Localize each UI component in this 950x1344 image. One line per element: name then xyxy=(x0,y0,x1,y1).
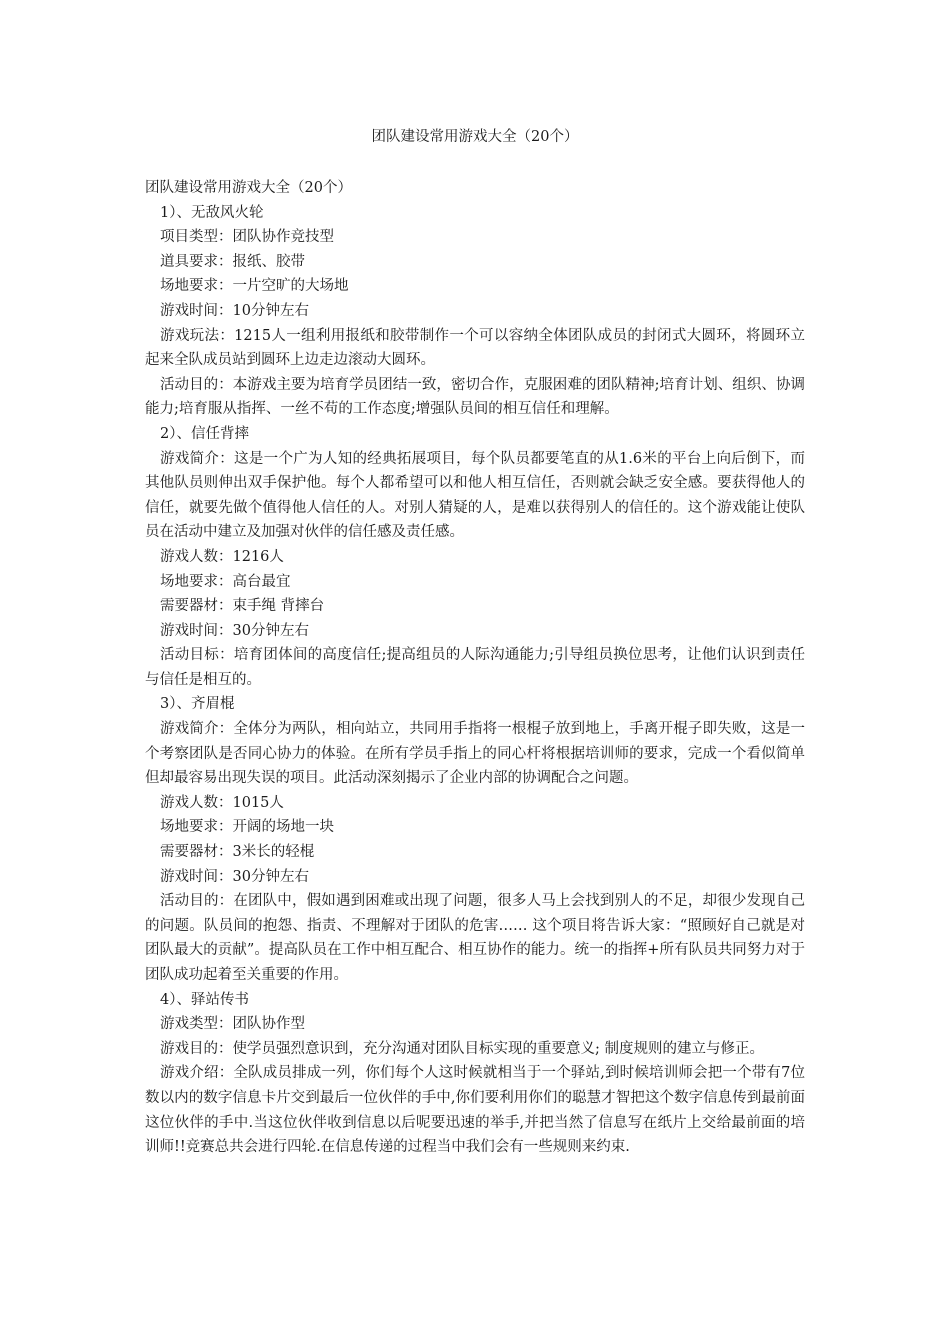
section-heading: 3）、齐眉棍 xyxy=(160,696,235,713)
paragraph: 场地要求：开阔的场地一块 xyxy=(160,819,334,836)
paragraph: 项目类型：团队协作竞技型 xyxy=(160,229,334,246)
paragraph: 游戏类型：团队协作型 xyxy=(160,1016,305,1033)
document-body xyxy=(145,176,805,1160)
paragraph: 游戏目的：使学员强烈意识到，充分沟通对团队目标实现的重要意义; 制度规则的建立与修正。 xyxy=(160,1040,764,1057)
paragraph: 团队建设常用游戏大全（20个） xyxy=(145,180,352,196)
section-heading: 2）、信任背摔 xyxy=(160,425,249,442)
paragraph: 场地要求：一片空旷的大场地 xyxy=(160,278,349,295)
paragraph: 游戏简介：这是一个广为人知的经典拓展项目，每个队员都要笔直的从1.6米的平台上向后倒下，而其他队员则伸出双手保护他。每个人都希望可以和他人相互信任，否则就会缺乏安全感。要获得他人的信任，就要先做个值得他人信任的人。对别人猜疑的人，是难以获得别人的信任的。这个游戏能让使队员在活动中建立及加强对伙伴的信任感及责任感。 xyxy=(145,450,805,541)
paragraph: 游戏时间：10分钟左右 xyxy=(160,302,309,319)
paragraph: 游戏玩法：1215人一组利用报纸和胶带制作一个可以容纳全体团队成员的封闭式大圆环，将圆环立起来全队成员站到圆环上边走边滚动大圆环。 xyxy=(145,327,805,369)
paragraph: 游戏人数：1216人 xyxy=(160,548,284,565)
paragraph: 需要器材：3米长的轻棍 xyxy=(160,844,315,861)
paragraph: 活动目的：在团队中，假如遇到困难或出现了问题，很多人马上会找到别人的不足，却很少发现自己的问题。队员间的抱怨、指责、不理解对于团队的危害…… 这个项目将告诉大家：“照顾好自己就是对团队最大的贡献”。提高队员在工作中相互配合、相互协作的能力。统一的指挥+所有队员共同努力对于团队成功起着至关重要的作用。 xyxy=(145,893,805,983)
section-heading: 4）、驿站传书 xyxy=(160,991,249,1008)
paragraph: 游戏时间：30分钟左右 xyxy=(160,622,309,639)
paragraph: 场地要求：高台最宜 xyxy=(160,573,291,590)
paragraph: 游戏时间：30分钟左右 xyxy=(160,868,309,885)
paragraph: 活动目标：培育团体间的高度信任;提高组员的人际沟通能力;引导组员换位思考，让他们认识到责任与信任是相互的。 xyxy=(145,647,805,688)
document-title: 团队建设常用游戏大全（20个） xyxy=(371,129,579,145)
paragraph: 游戏简介：全体分为两队，相向站立，共同用手指将一根棍子放到地上，手离开棍子即失败，这是一个考察团队是否同心协力的体验。在所有学员手指上的同心杆将根据培训师的要求，完成一个看似简单但却最容易出现失误的项目。此活动深刻揭示了企业内部的协调配合之问题。 xyxy=(145,721,805,787)
paragraph: 游戏人数：1015人 xyxy=(160,794,284,811)
paragraph: 需要器材：束手绳 背摔台 xyxy=(160,598,325,615)
paragraph: 游戏介绍：全队成员排成一列，你们每个人这时候就相当于一个驿站,到时候培训师会把一个带有7位数以内的数字信息卡片交到最后一位伙伴的手中,你们要利用你们的聪慧才智把这个数字信息传到最前面这位伙伴的手中.当这位伙伴收到信息以后呢要迅速的举手,并把当然了信息写在纸片上交给最前面的培训师!!竞赛总共会进行四轮.在信息传递的过程当中我们会有一些规则来约束. xyxy=(145,1065,805,1156)
section-heading: 1）、无敌风火轮 xyxy=(160,204,264,221)
paragraph: 道具要求：报纸、胶带 xyxy=(160,253,305,270)
paragraph: 活动目的：本游戏主要为培育学员团结一致，密切合作，克服困难的团队精神;培育计划、组织、协调能力;培育服从指挥、一丝不苟的工作态度;增强队员间的相互信任和理解。 xyxy=(145,376,805,418)
